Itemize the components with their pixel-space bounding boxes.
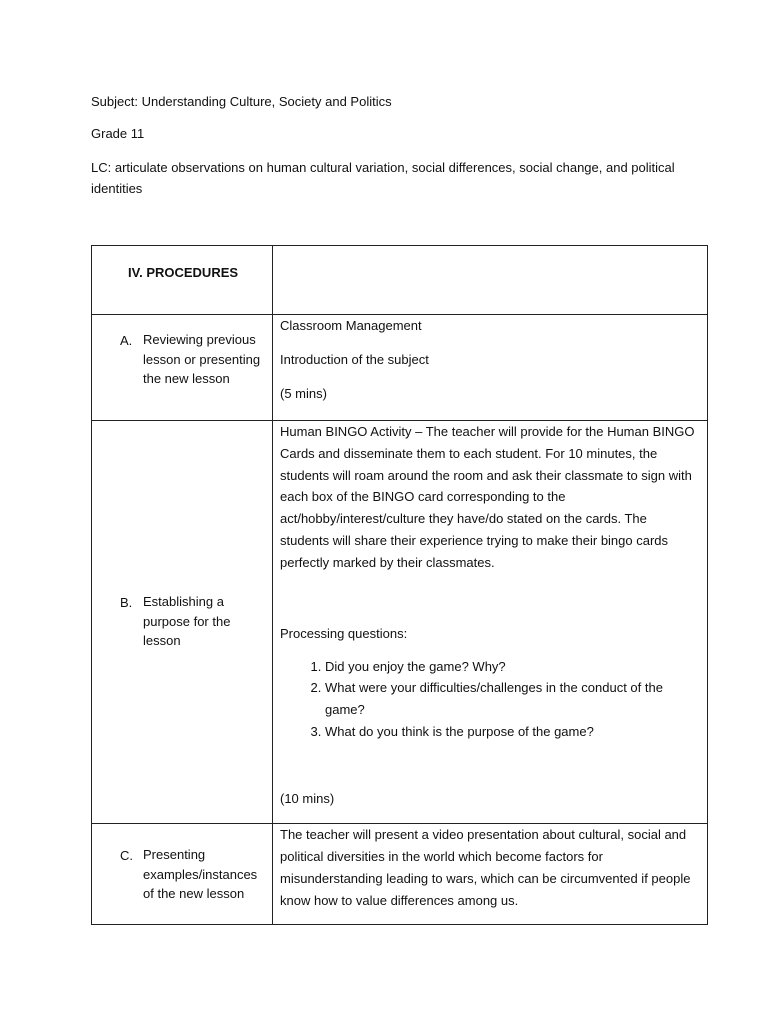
time-allotment: (10 mins) [280, 790, 335, 806]
processing-questions [280, 656, 699, 743]
table-row [92, 421, 708, 824]
step-content-a [273, 315, 708, 421]
learning-competency: LC: articulate observations on human cultural variation, social differences, social change, and political identities [91, 160, 675, 196]
step-label: Establishing a purpose for the lesson [143, 594, 231, 648]
step-label: Reviewing previous lesson or presenting the new lesson [143, 332, 261, 386]
time-allotment: (5 mins) [280, 386, 327, 401]
step-cell-a [92, 315, 273, 421]
step-content-c [273, 824, 708, 925]
step-label: Presenting examples/instances of the new lesson [143, 847, 258, 901]
content-text: The teacher will present a video presentation about cultural, social and political diversities in the world which become factors for misunderstanding leading to wars, which can be circumvented if people know how to value differences among us. [280, 827, 691, 908]
step-cell-c [92, 824, 273, 925]
step-cell-b [92, 421, 273, 824]
step-content-b [273, 421, 708, 824]
activity-description: Human BINGO Activity – The teacher will provide for the Human BINGO Cards and disseminate them to each student. For 10 minutes, the students will roam around the room and ask their classmate to sign with each box of the BINGO card corresponding to the act/hobby/interest/culture they have/do stated on the cards. The students will share their experience trying to make their bingo cards perfectly marked by their classmates. [280, 424, 695, 570]
step-letter: C. [120, 848, 133, 863]
processing-label: Processing questions: [280, 625, 408, 641]
list-item: 3. What do you think is the purpose of the game? [325, 721, 699, 743]
step-letter: A. [120, 333, 133, 348]
empty-header-cell [273, 246, 708, 315]
subject-line: Subject: Understanding Culture, Society and Politics [91, 94, 392, 109]
grade-line: Grade 11 [91, 126, 145, 141]
content-line: Introduction of the subject [280, 352, 429, 367]
list-item: 1. Did you enjoy the game? Why? [325, 656, 699, 678]
table-header-row [92, 246, 708, 315]
content-line: Classroom Management [280, 318, 422, 333]
list-item: 2. What were your difficulties/challenges in the conduct of the game? [325, 677, 699, 721]
step-letter: B. [120, 595, 133, 610]
table-row [92, 824, 708, 925]
procedures-header-cell [92, 246, 273, 315]
procedures-table [91, 245, 708, 925]
table-row [92, 315, 708, 421]
procedures-title: IV. PROCEDURES [128, 265, 239, 280]
